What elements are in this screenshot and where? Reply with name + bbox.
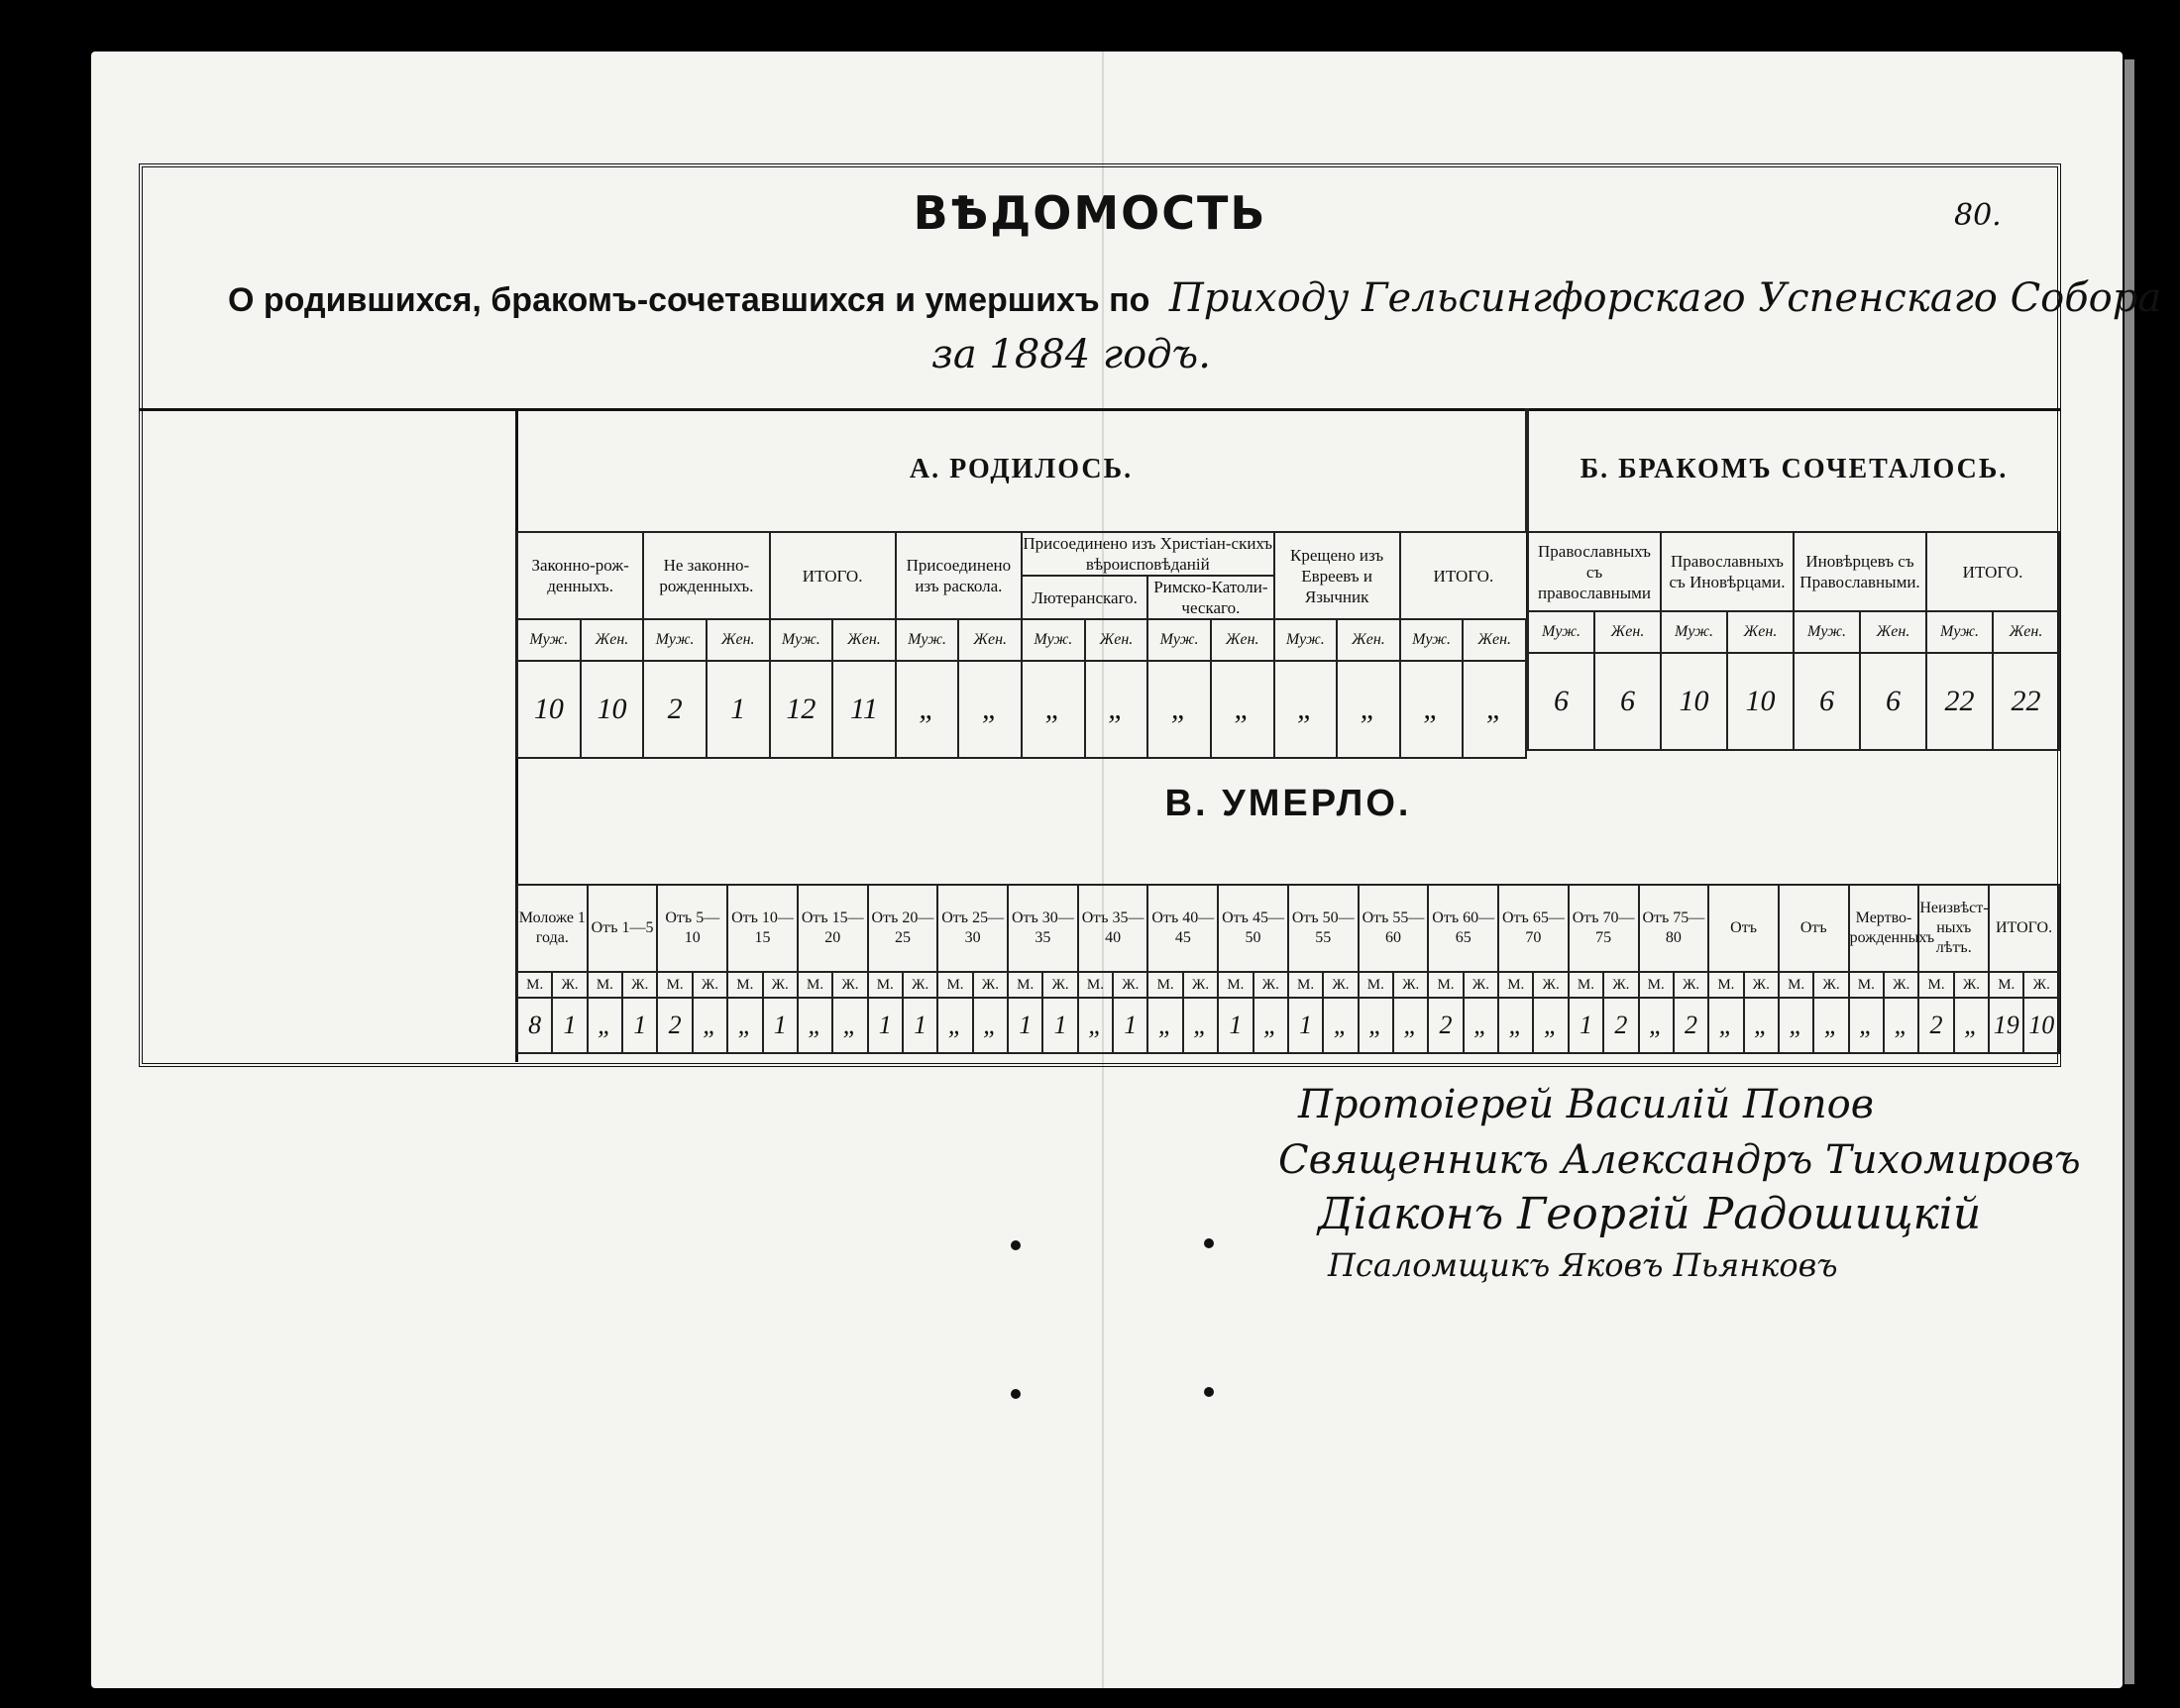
- table-cell: 1: [868, 998, 903, 1053]
- sex-label: Жен.: [1860, 611, 1926, 653]
- col-header: ИТОГО.: [770, 532, 896, 619]
- subtitle-printed: О родившихся, бракомъ-сочетавшихся и умершихъ по: [228, 281, 1150, 319]
- table-cell: 1: [1218, 998, 1253, 1053]
- sex-label: М.: [1989, 972, 2023, 998]
- sex-label: Ж.: [1113, 972, 1147, 998]
- sex-label: М.: [1779, 972, 1813, 998]
- births-title: А. РОДИЛОСЬ.: [517, 408, 1526, 532]
- sex-label: Ж.: [2023, 972, 2059, 998]
- table-cell: „: [727, 998, 762, 1053]
- col-header: Крещено изъ Евреевъ и Язычник: [1274, 532, 1400, 619]
- sex-label: Муж.: [1400, 619, 1464, 661]
- sex-label: Ж.: [1323, 972, 1358, 998]
- signature-deacon: Діаконъ Георгій Радошицкій: [1318, 1189, 1982, 1239]
- sex-label: Жен.: [1993, 611, 2059, 653]
- binding-hole: [1011, 1389, 1021, 1399]
- sex-label: Ж.: [1603, 972, 1638, 998]
- sex-label: М.: [1147, 972, 1182, 998]
- sex-label: М.: [657, 972, 692, 998]
- table-cell: „: [1147, 661, 1211, 758]
- sex-label: М.: [1498, 972, 1533, 998]
- year-value: 1884: [989, 332, 1091, 377]
- table-cell: „: [1400, 661, 1464, 758]
- table-cell: „: [1639, 998, 1674, 1053]
- births-table: [516, 408, 1527, 759]
- sex-label: Ж.: [1954, 972, 1989, 998]
- col-header: Отъ 1—5: [588, 885, 658, 972]
- col-header: Отъ: [1779, 885, 1849, 972]
- sex-label: Ж.: [1744, 972, 1779, 998]
- col-header: Отъ 25—30: [937, 885, 1008, 972]
- table-cell: 1: [903, 998, 937, 1053]
- table-cell: 12: [770, 661, 833, 758]
- table-cell: „: [1954, 998, 1989, 1053]
- table-cell: „: [1274, 661, 1338, 758]
- col-header: Отъ 30—35: [1008, 885, 1078, 972]
- col-header: Отъ 70—75: [1569, 885, 1639, 972]
- col-header: Отъ 45—50: [1218, 885, 1288, 972]
- table-cell: „: [1463, 661, 1526, 758]
- sex-label: Ж.: [1042, 972, 1077, 998]
- sex-label: Жен.: [1085, 619, 1148, 661]
- table-cell: „: [1359, 998, 1393, 1053]
- sex-label: Муж.: [1147, 619, 1211, 661]
- table-cell: „: [1498, 998, 1533, 1053]
- sex-label: М.: [1428, 972, 1463, 998]
- sex-label: Ж.: [1884, 972, 1918, 998]
- table-cell: 6: [1528, 653, 1594, 750]
- col-header: Отъ 65—70: [1498, 885, 1569, 972]
- table-cell: „: [798, 998, 832, 1053]
- sex-label: Муж.: [1528, 611, 1594, 653]
- page-number: 80.: [1954, 198, 2002, 233]
- marriages-table: [1527, 408, 2060, 751]
- sex-label: Муж.: [1022, 619, 1085, 661]
- sex-label: М.: [868, 972, 903, 998]
- col-header: Православныхъ съ Иновѣрцами.: [1661, 532, 1794, 611]
- table-cell: 1: [1008, 998, 1042, 1053]
- sex-label: Ж.: [832, 972, 867, 998]
- sex-label: Жен.: [832, 619, 896, 661]
- table-cell: „: [1022, 661, 1085, 758]
- table-cell: 10: [517, 661, 581, 758]
- table-cell: „: [937, 998, 972, 1053]
- table-cell: „: [1708, 998, 1743, 1053]
- sex-label: М.: [1359, 972, 1393, 998]
- sex-label: Ж.: [903, 972, 937, 998]
- table-cell: 22: [1926, 653, 1993, 750]
- sex-label: Ж.: [1533, 972, 1568, 998]
- sex-label: Ж.: [1393, 972, 1428, 998]
- subtitle: [228, 275, 2161, 321]
- signature-priest: Священникъ Александръ Тихомировъ: [1278, 1137, 2081, 1183]
- sex-label: Ж.: [1674, 972, 1708, 998]
- table-cell: 10: [581, 661, 644, 758]
- table-cell: „: [1464, 998, 1498, 1053]
- col-header: Отъ 5—10: [657, 885, 727, 972]
- sex-label: Ж.: [693, 972, 727, 998]
- table-cell: 1: [1113, 998, 1147, 1053]
- deaths-table: [516, 884, 2060, 1054]
- table-cell: „: [1744, 998, 1779, 1053]
- table-cell: 22: [1993, 653, 2059, 750]
- table-cell: 2: [643, 661, 707, 758]
- sex-label: М.: [517, 972, 552, 998]
- sex-label: Муж.: [1661, 611, 1727, 653]
- sex-label: М.: [1218, 972, 1253, 998]
- col-header: Римско-Католи-ческаго.: [1147, 576, 1273, 619]
- marriages-title: Б. БРАКОМЪ СОЧЕТАЛОСЬ.: [1528, 408, 2059, 532]
- table-cell: „: [1337, 661, 1400, 758]
- table-cell: „: [1533, 998, 1568, 1053]
- parish-name: Приходу Гельсингфорскаго Успенскаго Собора: [1168, 275, 2162, 321]
- sex-label: М.: [1708, 972, 1743, 998]
- deaths-title: В. УМЕРЛО.: [1164, 783, 1412, 824]
- table-cell: 2: [1674, 998, 1708, 1053]
- sex-label: Ж.: [763, 972, 798, 998]
- table-cell: 6: [1594, 653, 1661, 750]
- col-header: Отъ 60—65: [1428, 885, 1498, 972]
- col-header: Неизвѣст-ныхъ лѣтъ.: [1918, 885, 1989, 972]
- sex-label: М.: [1008, 972, 1042, 998]
- col-header: Отъ 50—55: [1288, 885, 1359, 972]
- sex-label: Ж.: [622, 972, 657, 998]
- table-cell: 10: [1661, 653, 1727, 750]
- col-header: Присоединено изъ раскола.: [896, 532, 1022, 619]
- sex-label: М.: [1639, 972, 1674, 998]
- col-header: Отъ 10—15: [727, 885, 798, 972]
- year-prefix: за: [931, 332, 977, 377]
- sex-label: Муж.: [517, 619, 581, 661]
- sex-label: М.: [1569, 972, 1603, 998]
- col-header: Отъ: [1708, 885, 1779, 972]
- table-cell: 2: [657, 998, 692, 1053]
- sex-label: М.: [727, 972, 762, 998]
- col-header: Отъ 15—20: [798, 885, 868, 972]
- table-cell: „: [973, 998, 1008, 1053]
- year-line: [931, 332, 1211, 377]
- table-cell: „: [1078, 998, 1113, 1053]
- table-cell: 10: [2023, 998, 2059, 1053]
- col-header: ИТОГО.: [1989, 885, 2059, 972]
- table-cell: 6: [1794, 653, 1860, 750]
- sex-label: М.: [1078, 972, 1113, 998]
- sex-label: Муж.: [643, 619, 707, 661]
- col-header: Не законно-рожденныхъ.: [643, 532, 769, 619]
- col-header: Православныхъ съ православными: [1528, 532, 1661, 611]
- table-cell: „: [1849, 998, 1884, 1053]
- table-cell: 2: [1603, 998, 1638, 1053]
- table-cell: „: [588, 998, 622, 1053]
- binding-hole: [1204, 1387, 1214, 1397]
- table-cell: „: [1779, 998, 1813, 1053]
- table-cell: 1: [763, 998, 798, 1053]
- sex-label: Жен.: [1727, 611, 1794, 653]
- sex-label: Муж.: [896, 619, 959, 661]
- binding-hole: [1204, 1238, 1214, 1248]
- table-cell: 11: [832, 661, 896, 758]
- document-title: ВѢДОМОСТЬ: [913, 186, 1267, 240]
- table-cell: „: [1813, 998, 1848, 1053]
- table-cell: 19: [1989, 998, 2023, 1053]
- col-header: Законно-рож-денныхъ.: [517, 532, 643, 619]
- sex-label: Жен.: [1337, 619, 1400, 661]
- table-cell: „: [832, 998, 867, 1053]
- sex-label: М.: [1918, 972, 1953, 998]
- sex-label: М.: [937, 972, 972, 998]
- sex-label: Жен.: [581, 619, 644, 661]
- table-cell: „: [693, 998, 727, 1053]
- col-header: Иновѣрцевъ съ Православными.: [1794, 532, 1926, 611]
- binding-hole: [1011, 1240, 1021, 1250]
- table-cell: 6: [1860, 653, 1926, 750]
- table-cell: 2: [1918, 998, 1953, 1053]
- col-header: Лютеранскаго.: [1022, 576, 1147, 619]
- sex-label: М.: [1288, 972, 1323, 998]
- sex-label: М.: [1849, 972, 1884, 998]
- sex-label: Муж.: [1274, 619, 1338, 661]
- table-cell: „: [1884, 998, 1918, 1053]
- sex-label: Жен.: [1463, 619, 1526, 661]
- sex-label: Ж.: [973, 972, 1008, 998]
- sex-label: Жен.: [1211, 619, 1274, 661]
- signature-psalmist: Псаломщикъ Яковъ Пьянковъ: [1328, 1246, 1838, 1284]
- sex-label: Ж.: [1183, 972, 1218, 998]
- sex-label: Ж.: [1813, 972, 1848, 998]
- sex-label: М.: [798, 972, 832, 998]
- year-suffix: годъ.: [1102, 332, 1211, 377]
- sex-label: Ж.: [1254, 972, 1288, 998]
- col-header: ИТОГО.: [1400, 532, 1526, 619]
- sex-label: Муж.: [1794, 611, 1860, 653]
- table-cell: 1: [1042, 998, 1077, 1053]
- table-cell: 1: [707, 661, 770, 758]
- sex-label: Муж.: [770, 619, 833, 661]
- col-header: ИТОГО.: [1926, 532, 2059, 611]
- table-cell: „: [1211, 661, 1274, 758]
- table-cell: „: [1254, 998, 1288, 1053]
- table-cell: „: [1085, 661, 1148, 758]
- col-header: Отъ 75—80: [1639, 885, 1709, 972]
- sex-label: Жен.: [958, 619, 1022, 661]
- table-cell: „: [1323, 998, 1358, 1053]
- table-cell: „: [958, 661, 1022, 758]
- table-cell: 8: [517, 998, 552, 1053]
- table-cell: 1: [1288, 998, 1323, 1053]
- table-cell: 1: [552, 998, 587, 1053]
- table-cell: 10: [1727, 653, 1794, 750]
- col-header: Отъ 40—45: [1147, 885, 1218, 972]
- sex-label: М.: [588, 972, 622, 998]
- sex-label: Муж.: [1926, 611, 1993, 653]
- sex-label: Жен.: [1594, 611, 1661, 653]
- col-header: Моложе 1 года.: [517, 885, 588, 972]
- col-header: Мертво-рожденныхъ: [1849, 885, 1919, 972]
- table-cell: 2: [1428, 998, 1463, 1053]
- sex-label: Ж.: [1464, 972, 1498, 998]
- sex-label: Жен.: [707, 619, 770, 661]
- signature-archpriest: Протоіерей Василій Попов: [1298, 1082, 1875, 1127]
- col-header: Отъ 55—60: [1359, 885, 1429, 972]
- table-cell: 1: [622, 998, 657, 1053]
- christian-header: Присоединено изъ Христіан-скихъ вѣроисповѣданій: [1023, 534, 1273, 574]
- table-cell: 1: [1569, 998, 1603, 1053]
- col-header: Отъ 35—40: [1078, 885, 1148, 972]
- sex-label: Ж.: [552, 972, 587, 998]
- table-cell: „: [896, 661, 959, 758]
- col-header: Отъ 20—25: [868, 885, 938, 972]
- table-cell: „: [1147, 998, 1182, 1053]
- table-cell: „: [1393, 998, 1428, 1053]
- table-cell: „: [1183, 998, 1218, 1053]
